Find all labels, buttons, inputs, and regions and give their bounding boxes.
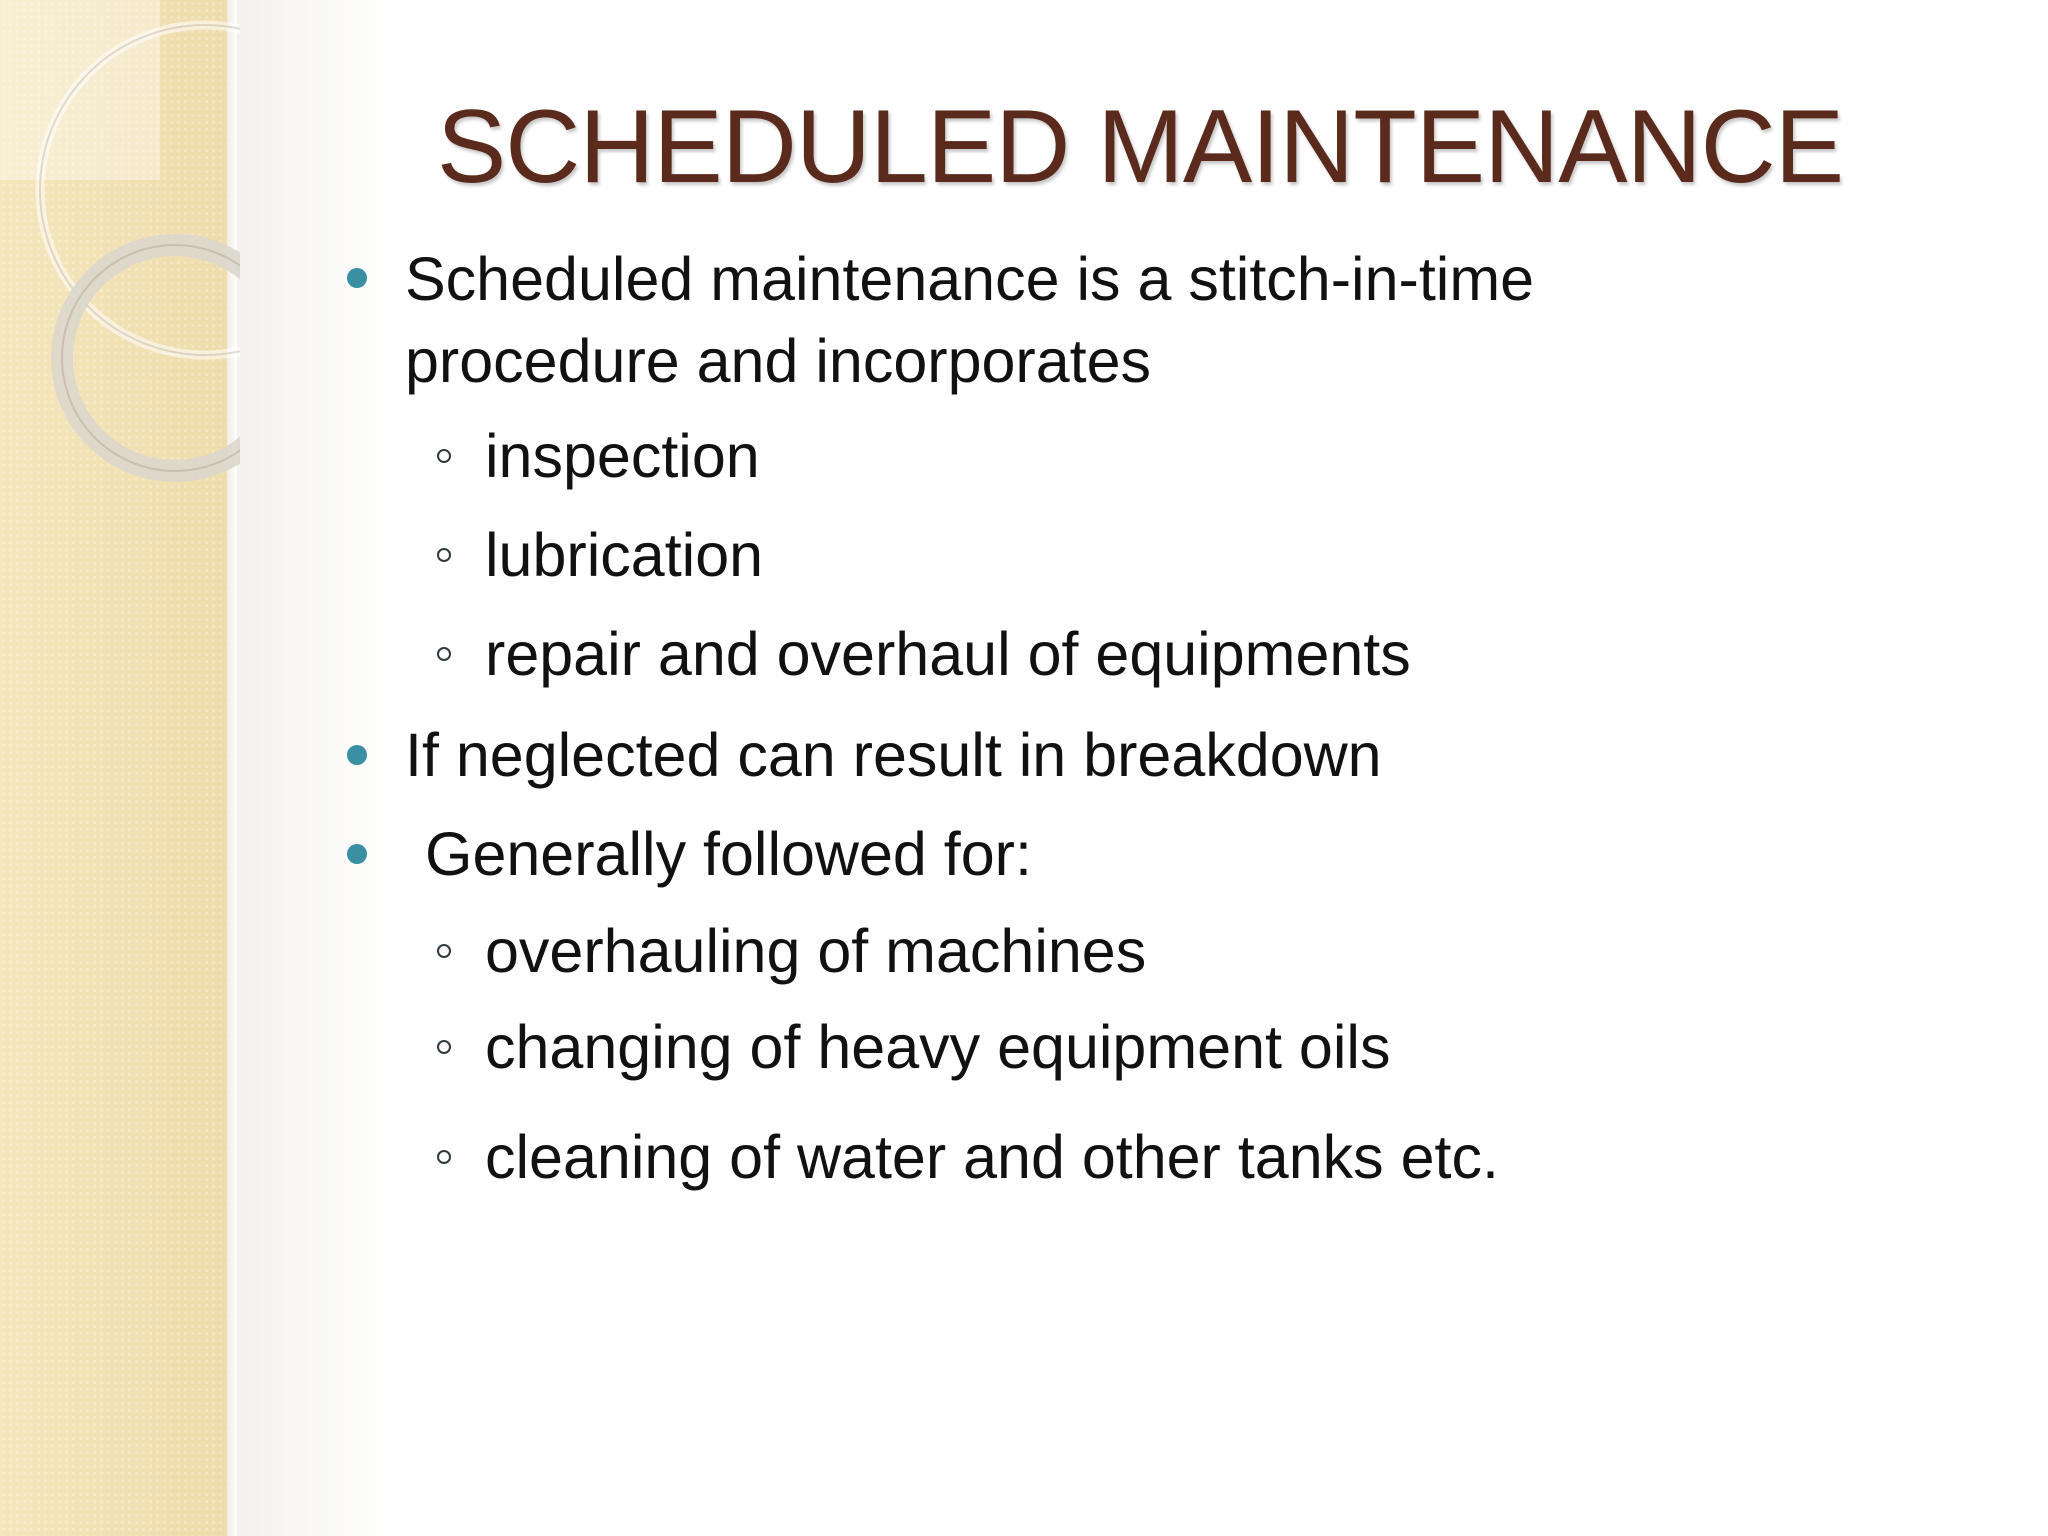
content-edge-shade [237, 0, 397, 1536]
sub-bullet-circle [437, 449, 451, 463]
sub-bullet-circle [437, 647, 451, 661]
slide-title: SCHEDULED MAINTENANCE [436, 89, 1844, 205]
bullet-dot [347, 745, 367, 765]
bullet-item-neglected: If neglected can result in breakdown [405, 721, 1382, 789]
sub-item-lubrication: lubrication [485, 521, 764, 589]
decorative-rings [0, 0, 240, 520]
bullet-item-generally-followed: Generally followed for: [425, 820, 1032, 888]
sub-item-changing-oils: changing of heavy equipment oils [485, 1013, 1391, 1081]
sub-item-cleaning-tanks: cleaning of water and other tanks etc. [485, 1123, 1499, 1191]
bullet-item-continuation: procedure and incorporates [405, 327, 1152, 395]
bullet-item-scheduled-maintenance: Scheduled maintenance is a stitch-in-time [405, 245, 1535, 313]
bullet-dot [347, 844, 367, 864]
sub-bullet-circle [437, 1150, 451, 1164]
sub-item-repair-overhaul: repair and overhaul of equipments [485, 620, 1411, 688]
bullet-dot [347, 268, 367, 288]
sub-bullet-circle [437, 548, 451, 562]
sub-bullet-circle [437, 1040, 451, 1054]
sub-item-inspection: inspection [485, 422, 760, 490]
sub-item-overhauling-machines: overhauling of machines [485, 917, 1147, 985]
sub-bullet-circle [437, 944, 451, 958]
